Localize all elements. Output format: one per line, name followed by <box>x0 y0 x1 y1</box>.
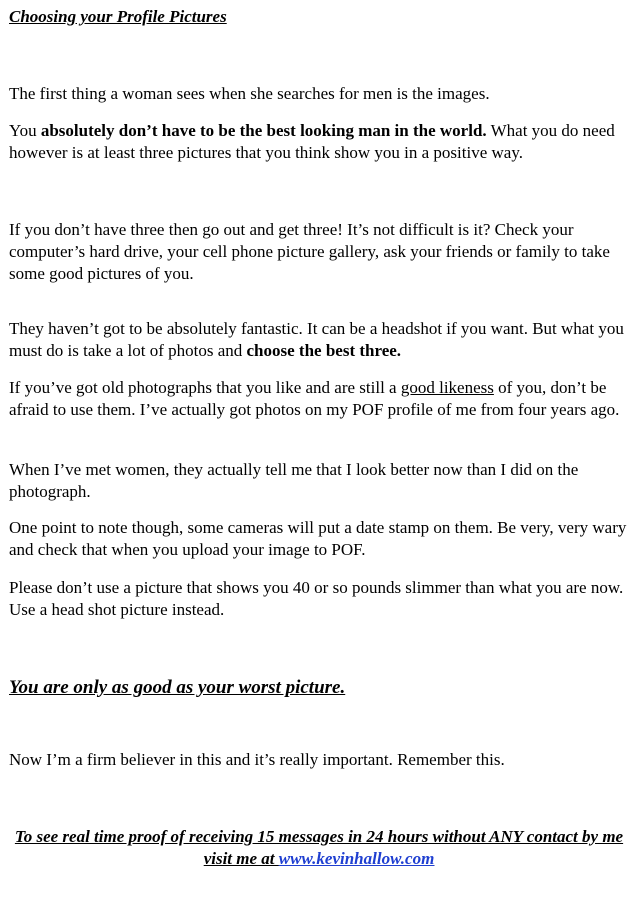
paragraph-looks-lead: You <box>9 121 41 140</box>
emphasis-best-looking: absolutely don’t have to be the best looking man in the world. <box>40 121 487 140</box>
footer-website-link[interactable]: www.kevinhallow.com <box>278 849 435 868</box>
paragraph-date-stamp: One point to note though, some cameras will put a date stamp on them. Be very, very wary and check that when you upload your image to POF. <box>9 518 627 559</box>
paragraph-get-three: If you don’t have three then go out and get three! It’s not difficult is it? Check your computer’s hard drive, your cell phone picture gallery, ask your friends or family to take some good pictures of you. <box>9 220 610 283</box>
footer-promo <box>9 826 629 870</box>
paragraph-looks <box>9 120 629 164</box>
paragraph-old-photos-lead: If you’ve got old photographs that you like and are still a <box>9 378 401 397</box>
emphasis-choose-best-three: choose the best three. <box>246 341 402 360</box>
paragraph-met-women: When I’ve met women, they actually tell me that I look better now than I did on the photograph. <box>9 460 579 501</box>
paragraph-looks-rest: What you do need however is at least three pictures that you think show you in a positive way. <box>9 121 615 162</box>
paragraph-firm-believer: Now I’m a firm believer in this and it’s really important. Remember this. <box>9 750 505 769</box>
footer-promo-text: To see real time proof of receiving 15 messages in 24 hours without ANY contact by me visit me at <box>14 827 624 868</box>
subheading-worst-picture: You are only as good as your worst picture. <box>9 677 346 698</box>
paragraph-old-photos <box>9 377 629 421</box>
underline-good-likeness: good likeness <box>400 378 494 397</box>
paragraph-headshot <box>9 318 629 362</box>
paragraph-headshot-text: They haven’t got to be absolutely fantastic. It can be a headshot if you want. But what you must do is take a lot of photos and <box>9 319 624 360</box>
paragraph-slimmer: Please don’t use a picture that shows you 40 or so pounds slimmer than what you are now. Use a head shot picture instead. <box>9 578 624 619</box>
paragraph-intro: The first thing a woman sees when she searches for men is the images. <box>9 84 490 103</box>
section-heading: Choosing your Profile Pictures <box>9 7 227 26</box>
paragraph-old-photos-rest: of you, don’t be afraid to use them. I’ve actually got photos on my POF profile of me from four years ago. <box>9 378 620 419</box>
